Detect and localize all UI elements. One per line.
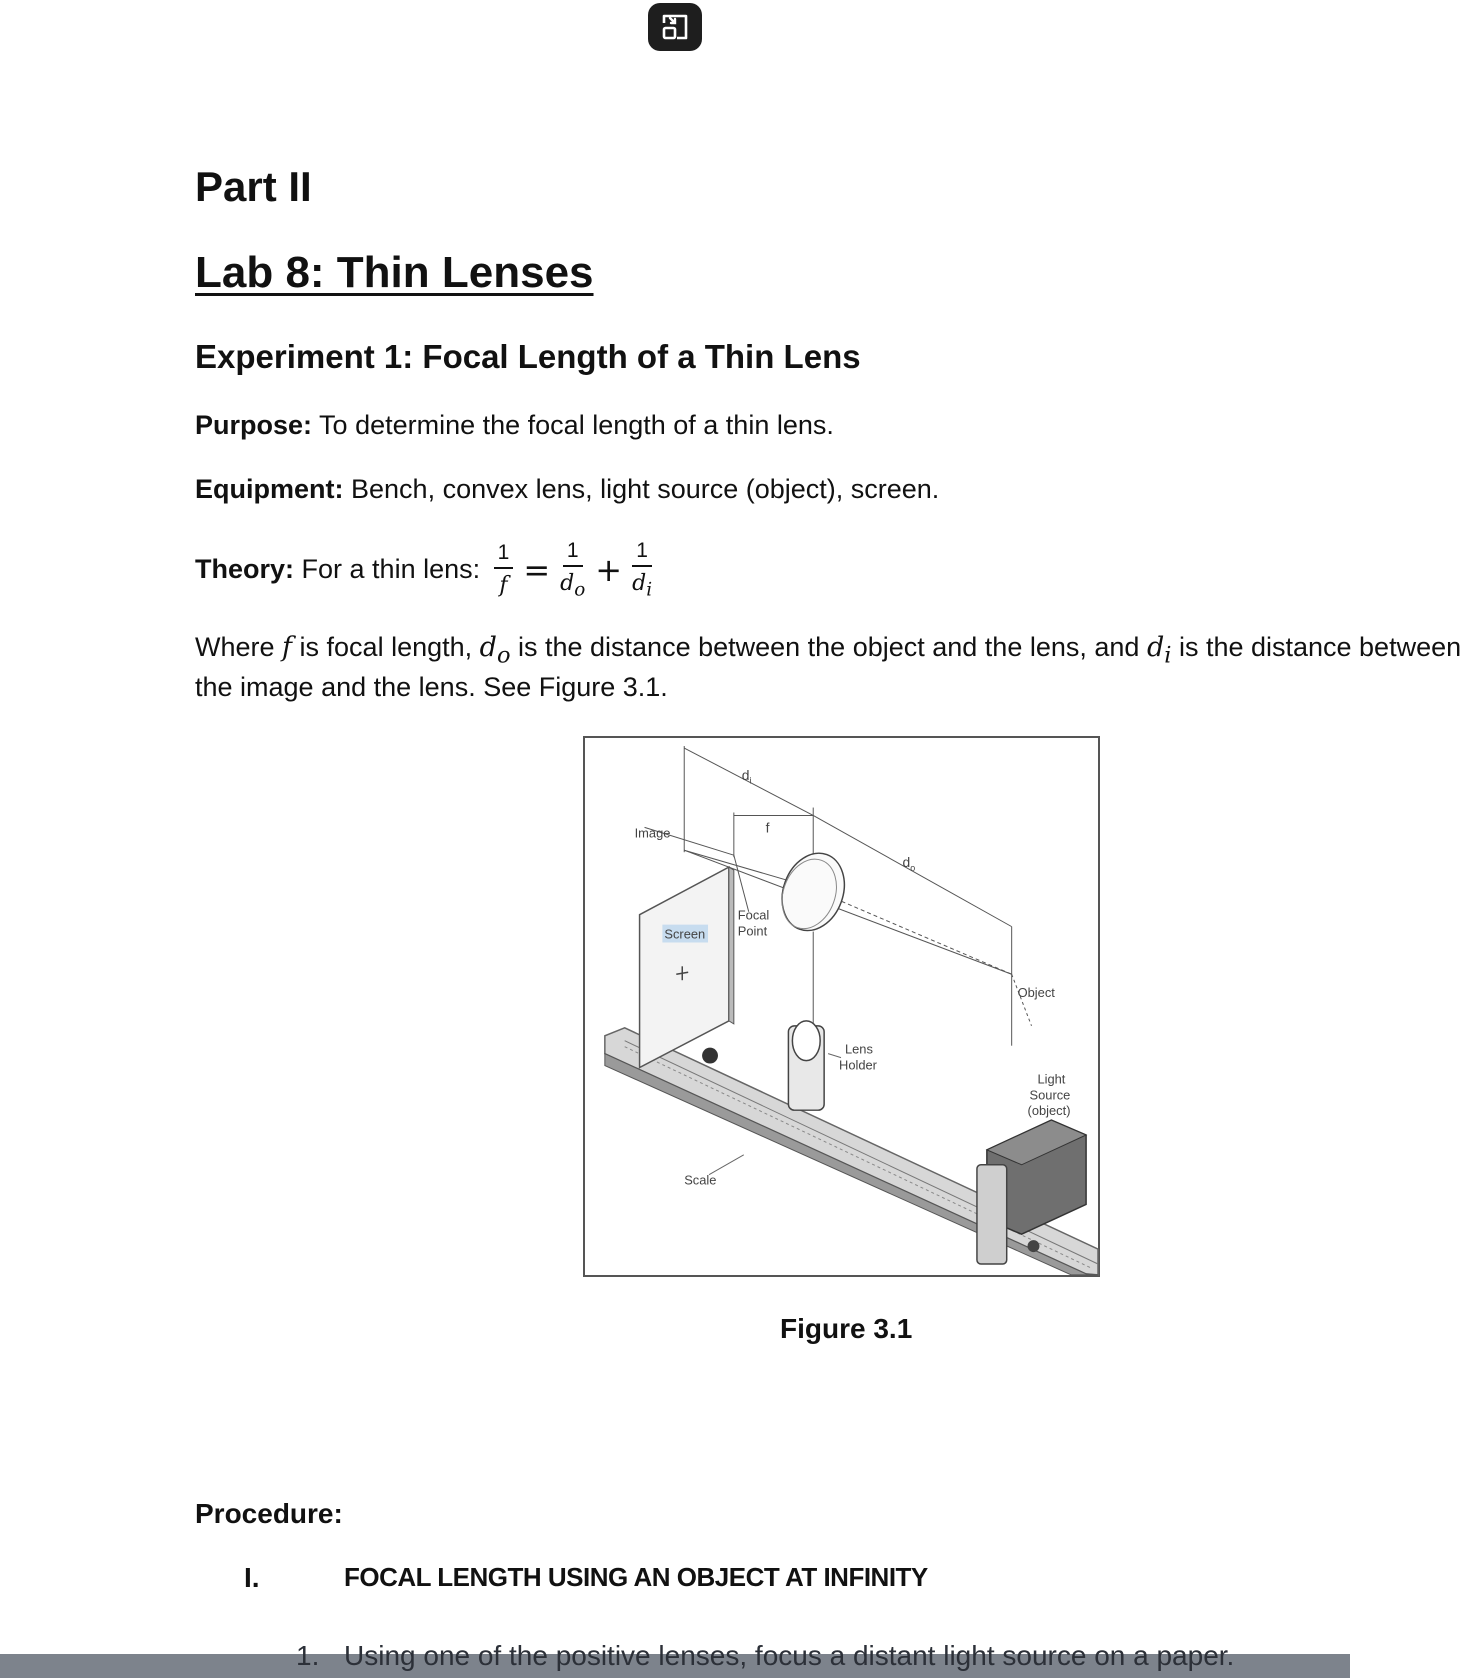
- equipment-label: Equipment:: [195, 474, 344, 504]
- where-do-sub: o: [496, 642, 511, 669]
- formula-do-sub: o: [574, 579, 586, 601]
- where-f: f: [282, 632, 293, 663]
- formula-do-d: d: [560, 571, 575, 596]
- label-object: Object: [1017, 985, 1055, 1001]
- formula-f: f: [499, 573, 508, 599]
- theory-line: [195, 540, 658, 600]
- formula-di-sub: i: [646, 579, 653, 601]
- label-image: Image: [634, 825, 671, 841]
- label-point: Point: [737, 923, 768, 939]
- optical-bench-diagram: [585, 738, 1098, 1275]
- label-lens: Lens: [844, 1041, 873, 1057]
- where-text: is the distance between the object and the lens, and: [510, 632, 1147, 662]
- procedure-label: Procedure:: [195, 1498, 343, 1529]
- where-do-d: d: [479, 632, 497, 663]
- formula-lhs: [494, 542, 514, 597]
- step-text: Using one of the positive lenses, focus a distant light source on a paper.: [344, 1640, 1235, 1671]
- lens-holder: [788, 1021, 824, 1110]
- formula-di-term: [632, 540, 652, 600]
- formula-plus: +: [595, 550, 623, 589]
- lab-title: Lab 8: Thin Lenses: [195, 248, 594, 297]
- section-title: FOCAL LENGTH USING AN OBJECT AT INFINITY: [344, 1562, 928, 1592]
- where-text: is the distance between: [1171, 632, 1461, 662]
- label-object-paren: (object): [1027, 1103, 1071, 1119]
- label-focal: Focal: [737, 907, 770, 923]
- label-f: f: [765, 819, 770, 836]
- label-light: Light: [1037, 1071, 1066, 1087]
- label-scale: Scale: [684, 1172, 717, 1188]
- label-di: $d_i$: [741, 766, 752, 786]
- label-screen: Screen: [664, 926, 706, 942]
- step-number: 1.: [296, 1640, 320, 1671]
- figure-3-1: [583, 736, 1100, 1277]
- purpose-line: [195, 410, 834, 441]
- where-line-1: [195, 632, 1461, 668]
- equipment-text: Bench, convex lens, light source (object), screen.: [351, 474, 940, 504]
- formula-numerator: 1: [563, 540, 583, 567]
- where-line-2: the image and the lens. See Figure 3.1.: [195, 672, 668, 702]
- formula-numerator: 1: [494, 542, 514, 569]
- screen-panel: [640, 867, 734, 1067]
- purpose-text: To determine the focal length of a thin lens.: [319, 410, 834, 440]
- formula-di-d: d: [632, 571, 647, 596]
- figure-caption: Figure 3.1: [780, 1313, 913, 1344]
- theory-label: Theory:: [195, 554, 295, 585]
- formula-di: [632, 567, 652, 600]
- part-heading: Part II: [195, 163, 312, 210]
- formula-do: [560, 567, 585, 600]
- equipment-line: [195, 474, 939, 505]
- formula-equals: =: [523, 550, 551, 589]
- where-di-d: d: [1146, 632, 1165, 663]
- label-holder: Holder: [839, 1057, 877, 1073]
- where-text: is focal length,: [292, 632, 480, 662]
- section-number: I.: [244, 1562, 260, 1593]
- where-text: Where: [195, 632, 283, 662]
- experiment-title: Experiment 1: Focal Length of a Thin Lens: [195, 338, 861, 375]
- where-di-sub: i: [1164, 642, 1172, 669]
- where-di: [1146, 632, 1172, 669]
- purpose-label: Purpose:: [195, 410, 313, 440]
- where-do: [479, 632, 511, 669]
- formula-numerator: 1: [632, 540, 652, 567]
- theory-text: For a thin lens:: [301, 554, 481, 585]
- label-do: $d_o$: [902, 854, 916, 874]
- formula-do-term: [560, 540, 585, 600]
- convex-lens: [772, 844, 855, 1025]
- label-source: Source: [1029, 1087, 1071, 1103]
